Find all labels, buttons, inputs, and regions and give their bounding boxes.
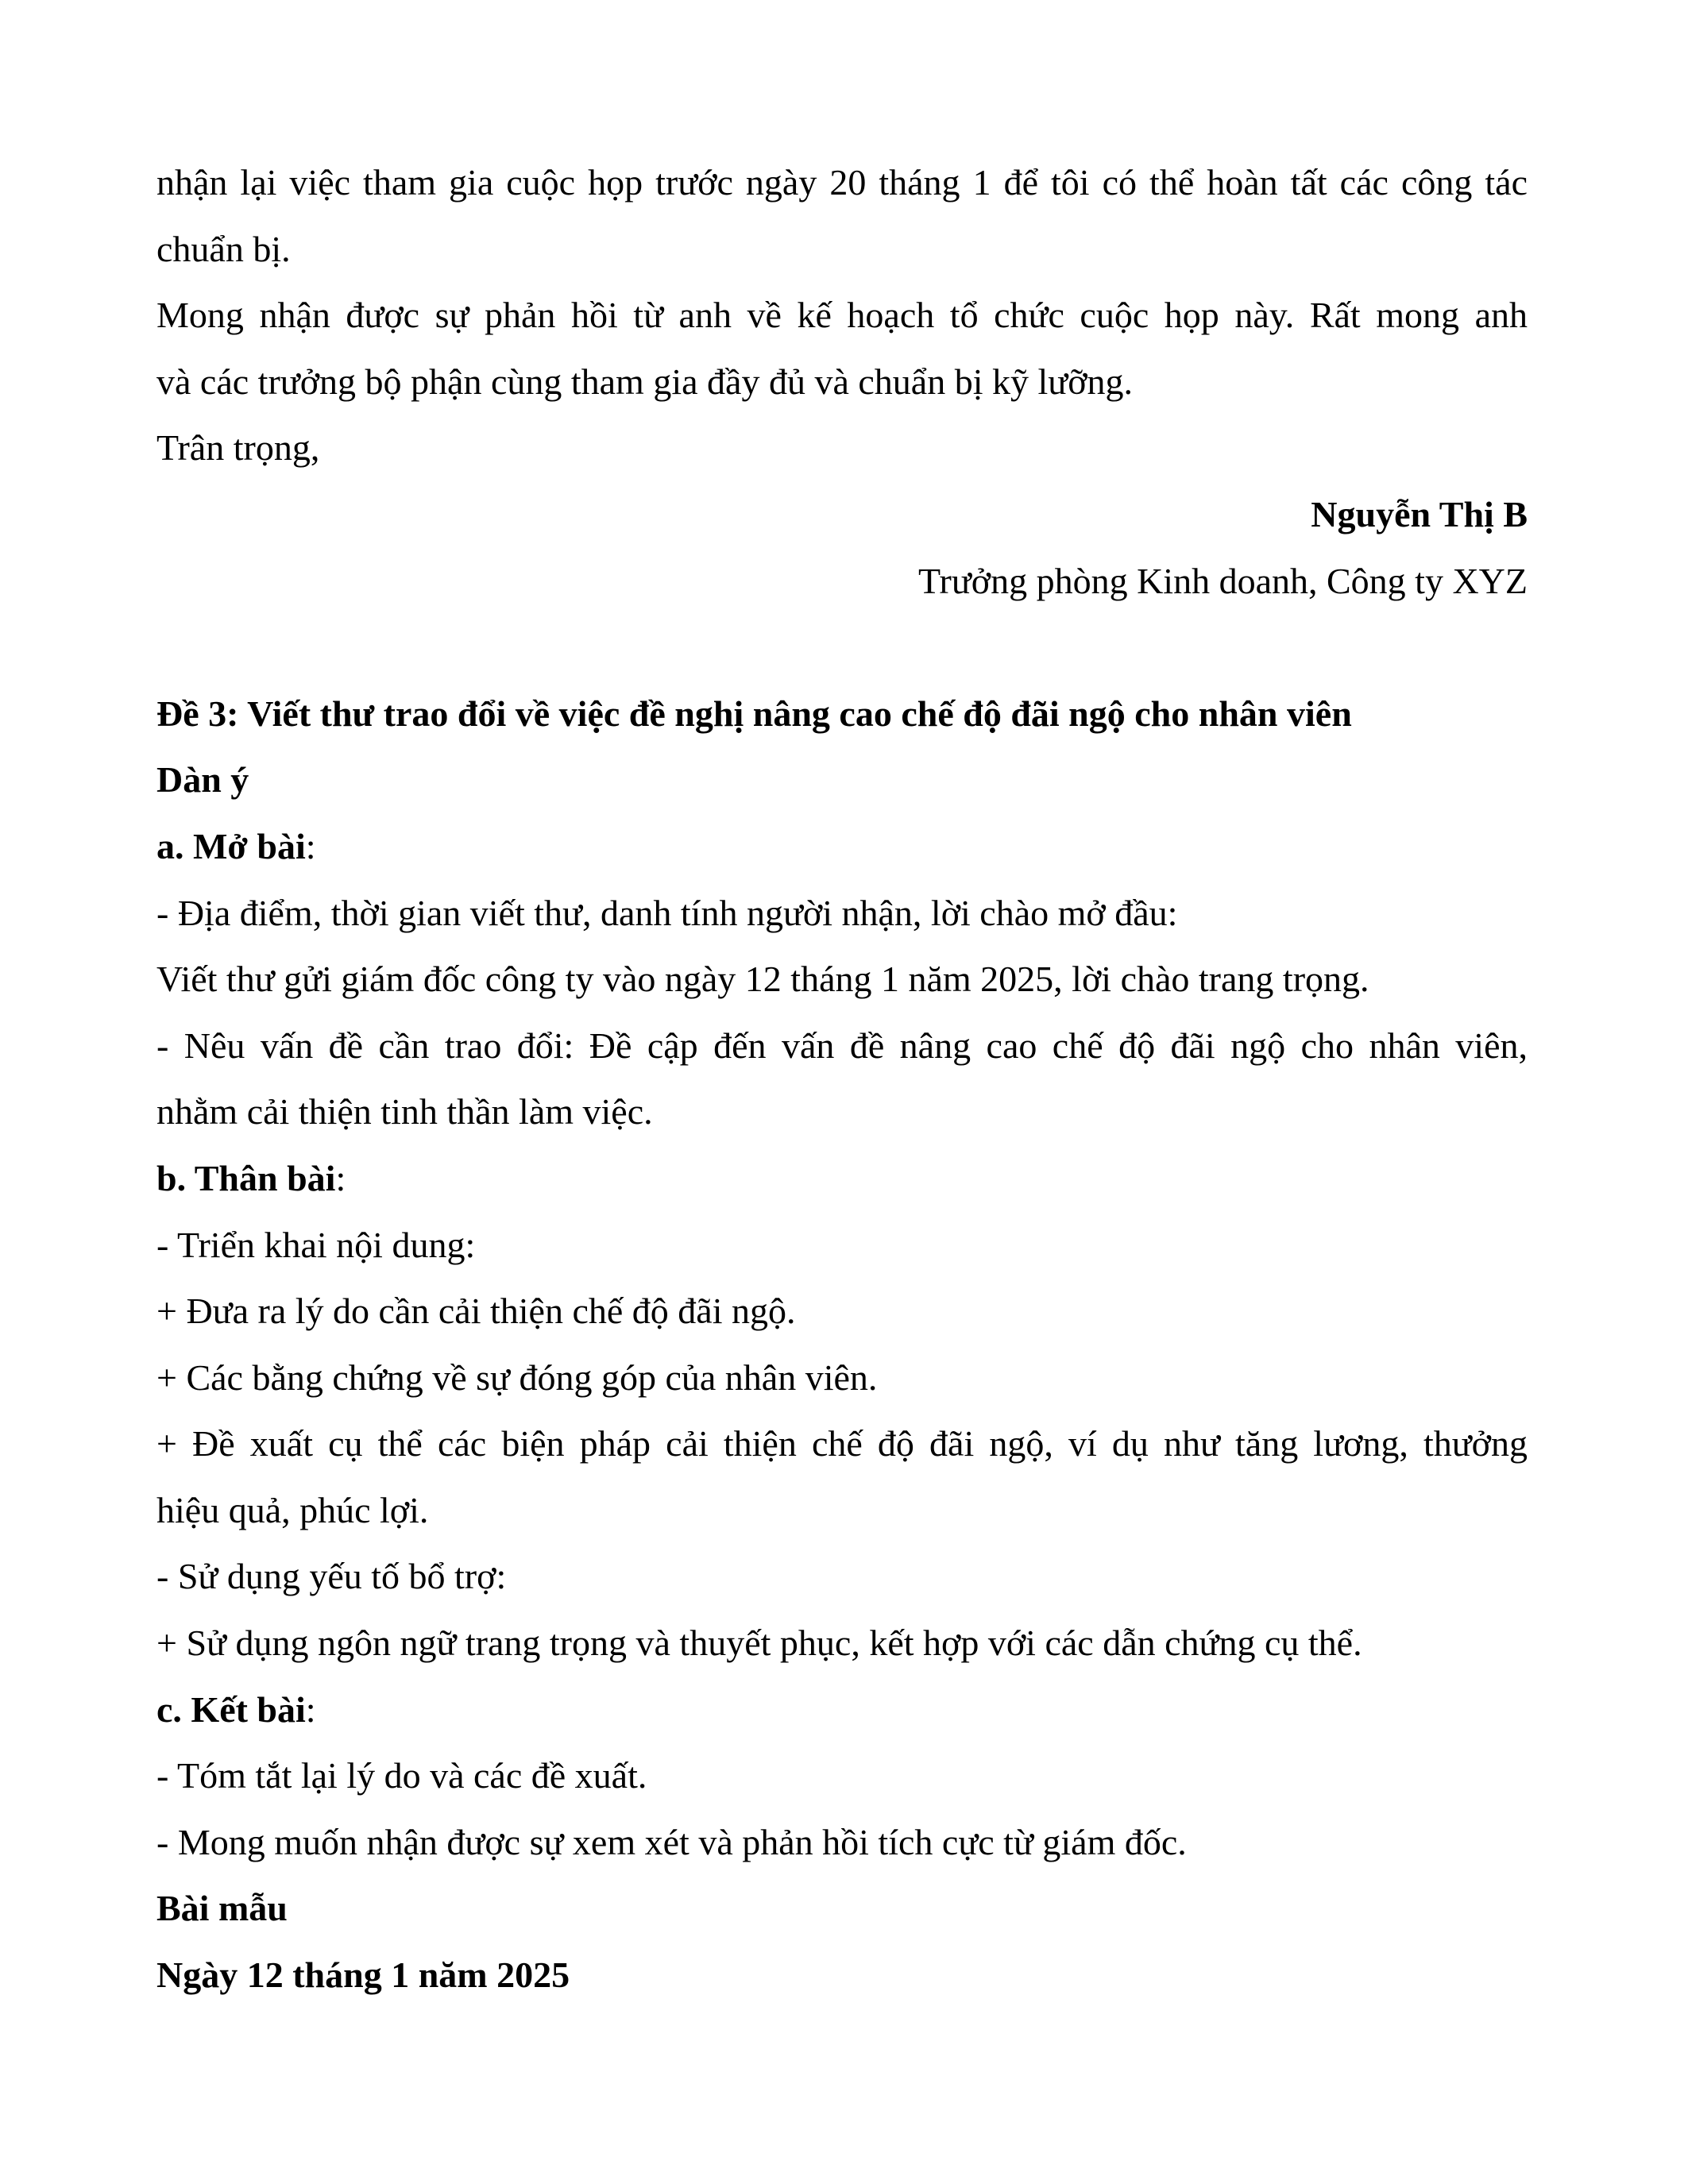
topic-heading: Đề 3: Viết thư trao đổi về việc đề nghị nâng cao chế độ đãi ngộ cho nhân viên <box>156 693 1352 734</box>
letter-closing: Trân trọng, <box>156 427 320 469</box>
outline-heading: Dàn ý <box>156 759 249 801</box>
section-body-label: b. Thân bài <box>156 1157 336 1198</box>
section-intro-colon: : <box>305 825 316 866</box>
outline-line: - Mong muốn nhận được sự xem xét và phản hồi tích cực từ giám đốc. <box>156 1821 1187 1862</box>
signer-title: Trưởng phòng Kinh doanh, Công ty XYZ <box>918 560 1528 601</box>
outline-line: - Triển khai nội dung: <box>156 1224 476 1265</box>
section-conclusion-heading <box>156 1677 1528 1743</box>
outline-line: - Sử dụng yếu tố bổ trợ: <box>156 1556 507 1597</box>
outline-line: hiệu quả, phúc lợi. <box>156 1489 429 1530</box>
outline-line: - Địa điểm, thời gian viết thư, danh tính người nhận, lời chào mở đầu: <box>156 892 1178 933</box>
outline-line: + Sử dụng ngôn ngữ trang trọng và thuyết phục, kết hợp với các dẫn chứng cụ thể. <box>156 1623 1362 1664</box>
letter-paragraph-line: Mong nhận được sự phản hồi từ anh về kế hoạch tổ chức cuộc họp này. Rất mong anh <box>156 295 1528 336</box>
section-conclusion-label: c. Kết bài <box>156 1688 306 1730</box>
outline-line: + Đề xuất cụ thể các biện pháp cải thiện chế độ đãi ngộ, ví dụ như tăng lương, thưởng <box>156 1423 1528 1464</box>
outline-line: Viết thư gửi giám đốc công ty vào ngày 12 tháng 1 năm 2025, lời chào trang trọng. <box>156 959 1369 1000</box>
outline-line: + Đưa ra lý do cần cải thiện chế độ đãi ngộ. <box>156 1291 796 1332</box>
outline-line: - Tóm tắt lại lý do và các đề xuất. <box>156 1755 647 1796</box>
sample-heading: Bài mẫu <box>156 1888 288 1929</box>
section-intro-label: a. Mở bài <box>156 825 306 866</box>
letter-paragraph-line: và các trưởng bộ phận cùng tham gia đầy đủ và chuẩn bị kỹ lưỡng. <box>156 361 1134 402</box>
sample-date: Ngày 12 tháng 1 năm 2025 <box>156 1954 570 1996</box>
blank-line <box>156 614 1528 681</box>
outline-line: - Nêu vấn đề cần trao đổi: Đề cập đến vấn đề nâng cao chế độ đãi ngộ cho nhân viên, <box>156 1024 1528 1066</box>
section-body-colon: : <box>335 1157 346 1198</box>
letter-paragraph-line: nhận lại việc tham gia cuộc họp trước ngày 20 tháng 1 để tôi có thể hoàn tất các công tác <box>156 162 1528 203</box>
outline-line: nhằm cải thiện tinh thần làm việc. <box>156 1091 653 1133</box>
signer-name: Nguyễn Thị B <box>1311 493 1528 534</box>
section-intro-heading <box>156 813 1528 880</box>
document-page <box>156 149 1528 2008</box>
section-conclusion-colon: : <box>305 1688 316 1730</box>
letter-paragraph-line: chuẩn bị. <box>156 228 291 269</box>
outline-line: + Các bằng chứng về sự đóng góp của nhân viên. <box>156 1356 878 1398</box>
section-body-heading <box>156 1145 1528 1212</box>
